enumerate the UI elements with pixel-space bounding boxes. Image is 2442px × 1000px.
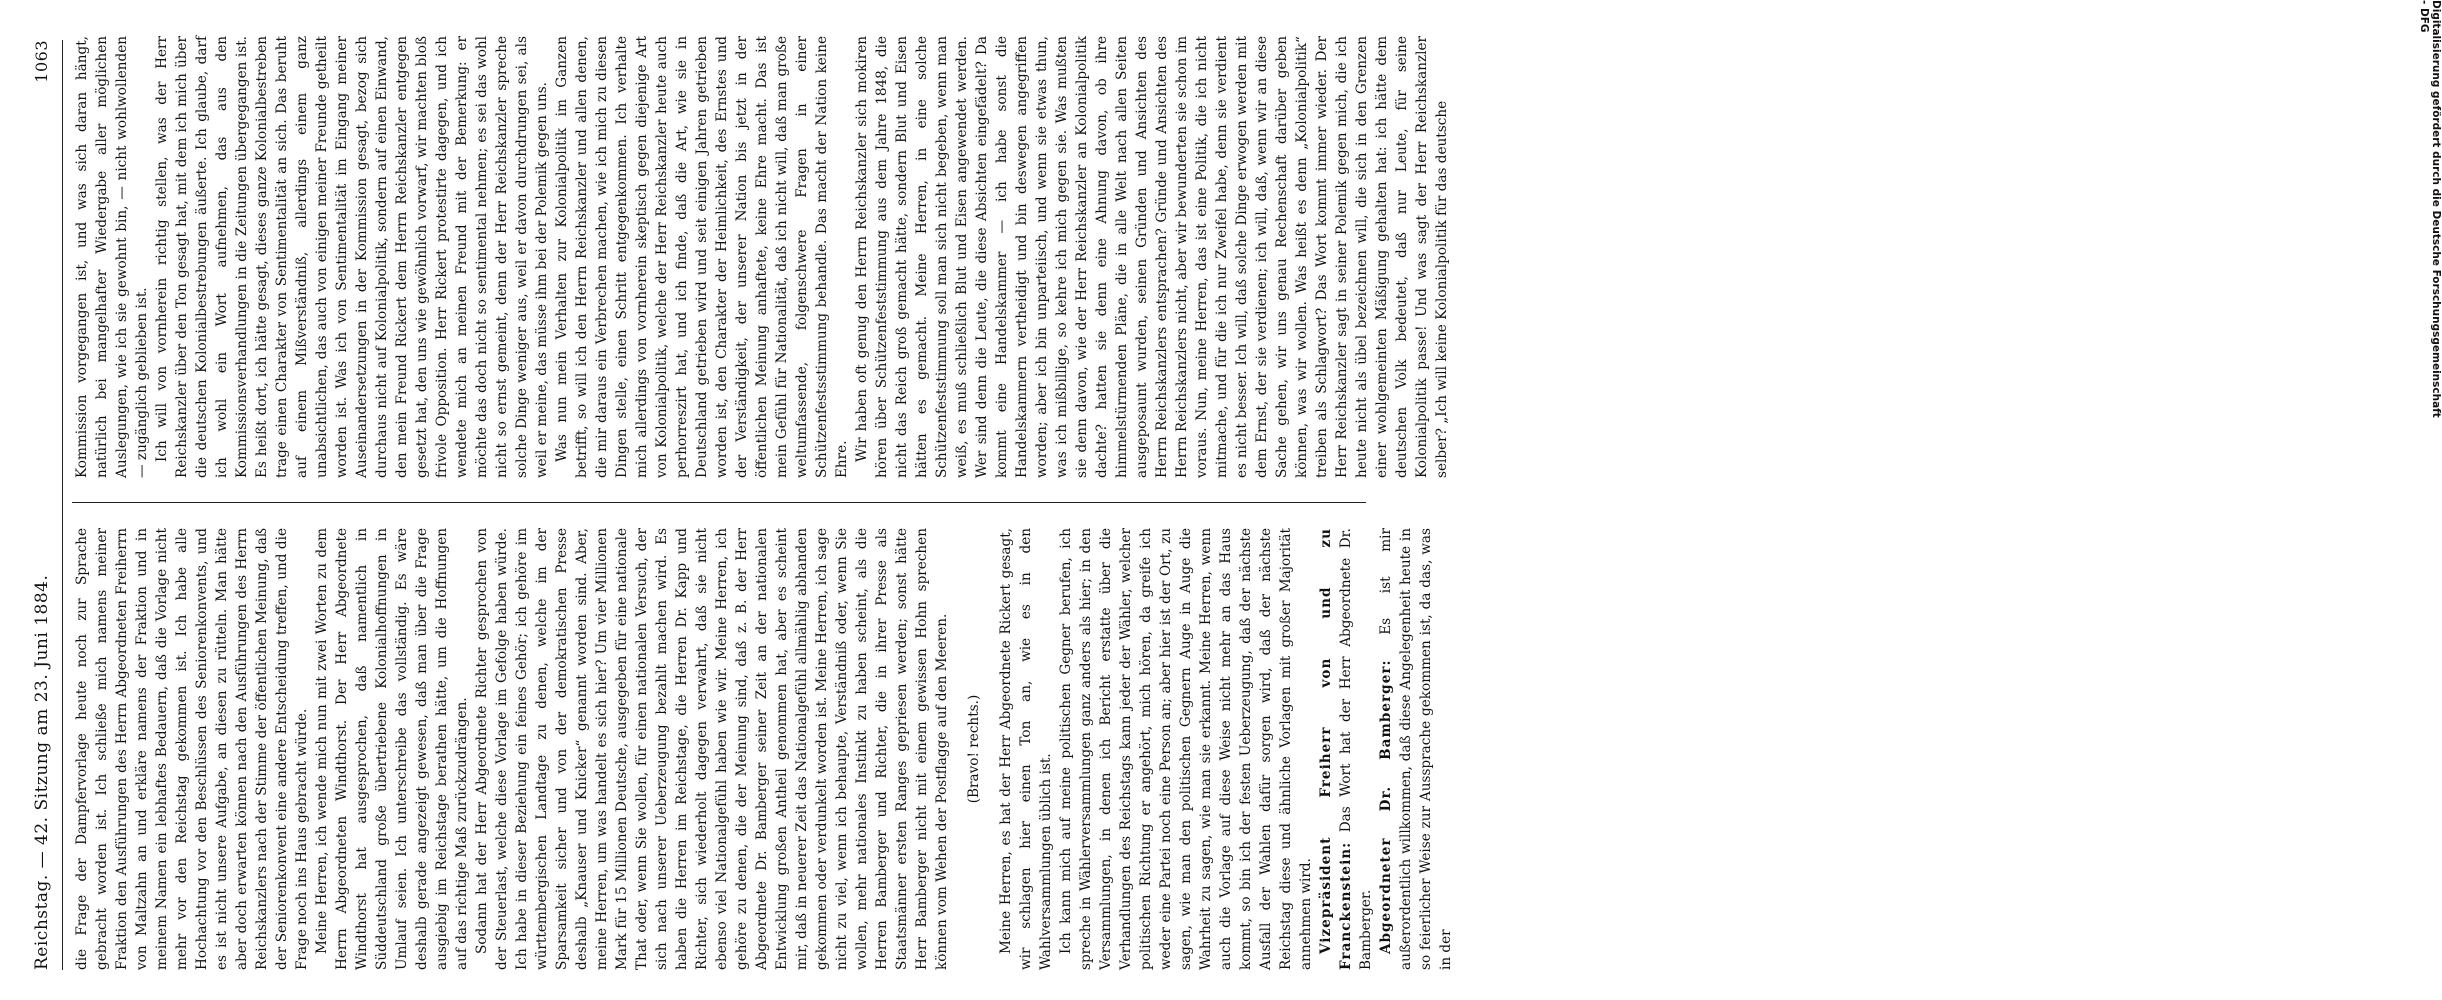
speech-text: Es ist mir außerordentlich willkommen, daß diese Angelegenheit heute in so feierlicher Weise zur Aussprache gekommen ist, da das, was in der <box>1378 527 1454 970</box>
header-rule <box>62 40 63 970</box>
running-title: Reichstag. — 42. Sitzung am 23. Juni 1884. <box>32 574 52 970</box>
paragraph: Was nun mein Verhalten zur Kolonialpolitik im Ganzen betrifft, so will ich den Herrn Reichskanzler und allen denen, die mir daraus ein Verbrechen machen, wie ich mich zu diesen Dingen stelle, einen Schritt entgegenkommen. Ich verhalte mich allerdings von vornherein skeptisch gegen diejenige Art von Kolonialpolitik, welche der Herr Reichskanzler heute auch perhorreszirt hat, und ich finde, daß die Art, wie sie in Deutschland getrieben wird und seit einigen Jahren getrieben worden ist, den Charakter der Heimlichkeit, des Ernstes und der Verständigkeit, der unserer Nation bis jetzt in der öffentlichen Meinung anhaftete, keine Ehre macht. Das ist mein Gefühl für Nationalität, daß ich nicht will, daß man große weltumfassende, folgenschwere Fragen in einer Schützenfestsstimmung behandle. Das macht der Nation keine Ehre. <box>554 36 850 478</box>
paragraph: Wir haben oft genug den Herrn Reichskanzler sich mokiren hören über Schützenfeststimmung aus dem Jahre 1848, die nicht das Reich groß gemacht hätte, sondern Blut und Eisen hätten es gemacht. Meine Herren, in eine solche Schützenfeststimmung soll man sich nicht begeben, wenn man weiß, es muß schließlich Blut und Eisen angewendet werden. Wer sind denn die Leute, die diese Absichten eingefädelt? Da kommt eine Handelskammer — ich habe sonst die Handelskammern vertheidigt und bin deswegen angegriffen worden; aber ich bin unparteiisch, und wenn sie etwas thun, was ich mißbillige, so kehre ich mich gegen sie. Was mußten sie denn davon, wie der Herr Reichskanzler an Kolonialpolitik dachte? hatten sie denn eine Ahnung davon, ob ihre himmelstürmenden Pläne, die in alle Welt nach allen Seiten ausgeposaunt wurden, seinen Gründen und Ansichten des Herrn Reichskanzlers entsprachen? Gründe und Ansichten des Herrn Reichskanzlers nicht, aber wir bewunderten sie schon im voraus. Nun, meine Herren, das ist eine Politik, die ich nicht mitmache, und für die ich nur Zweifel habe, denn sie verdient es nicht besser. Ich will, daß solche Dinge erwogen werden mit dem Ernst, der sie verdienen; ich will, daß, wenn wir an diese Sache gehen, wir uns genau Rechenschaft darüber geben können, was wir wollen. Was heißt es denn „Kolonialpolitik“ treiben als Schlagwort? Das Wort kommt immer wieder. Der Herr Reichskanzler sagt in seiner Polemik gegen mich, die ich heute nicht als übel bezeichnen will, die sich in den Grenzen einer wohlgemeinten Mäßigung gehalten hat: ich hätte dem deutschen Volk bedeutet, daß nur Leute, für seine Kolonialpolitik passe! Und was sagt der Herr Reichskanzler selber? „Ich will keine Kolonialpolitik für das deutsche <box>854 36 1450 478</box>
paragraph: Ich kann mich auf meine politischen Gegner berufen, ich spreche in Wählerversammlungen ganz anders als hier; in den Versammlungen, in denen ich Bericht erstatte über die Verhandlungen des Reichstags kann jeder der Wähler, welcher politischen Richtung er angehört, mich hören, da greife ich weder eine Partei noch eine Person an; aber hier ist der Ort, zu sagen, wie man den politischen Gegnern Auge in Auge die Wahrheit zu sagen, wie man sie erkannt. Meine Herren, wenn auch die Vorlage auf diese Weise nicht mehr an das Haus kommt, so bin ich der festen Ueberzeugung, daß der nächste Ausfall der Wahlen dafür sorgen wird, daß der nächste Reichstag diese und ähnliche Vorlagen mit großer Majorität annehmen wird. <box>1058 528 1314 970</box>
speaker-name: Abgeordneter Dr. Bamberger: <box>1378 659 1394 954</box>
paragraph: Meine Herren, es hat der Herr Abgeordnete Rickert gesagt, wir schlagen hier einen Ton an, wie es in den Wahlversammlungen üblich ist. <box>998 528 1054 970</box>
paragraph: Meine Herren, ich wende mich nun mit zwei Worten zu dem Herrn Abgeordneten Windthorst. Der Herr Abgeordnete Windthorst hat ausgesprochen, daß namentlich in Süddeutschland große übertriebene Kolonialhoffnungen in Umlauf seien. Ich unterschreibe das vollständig. Es wäre deshalb gerade angezeigt gewesen, daß man über die Frage ausgiebig im Reichstage berathen hätte, um die Hoffnungen auf das richtige Maß zurückzudrängen. <box>314 528 470 970</box>
page-header <box>30 40 58 970</box>
applause-note: (Bravo! rechts.) <box>966 694 982 804</box>
paragraph: Kommission vorgegangen ist, und was sich daran hängt, natürlich bei mangelhafter Wiedergabe aller möglichen Auslegungen, wie ich sie gewohnt bin, — nicht wohlwollenden — zugänglich geblieben ist. <box>74 36 150 478</box>
column-divider <box>72 502 1366 503</box>
paragraph <box>1376 528 1456 970</box>
paragraph: Ich will von vornherein richtig stellen, was der Herr Reichskanzler über den Ton gesagt hat, mit dem ich mich über die deutschen Kolonialbestrebungen äußerte. Ich glaube, darf ich wohl ein Wort aufnehmen, das aus den Kommissionsverhandlungen in die Zeitungen übergegangen ist. Es heißt dort, ich hätte gesagt, dieses ganze Kolonialbestreben trage einen Charakter von Sentimentalität an sich. Das beruht auf einem Mißverständniß, allerdings einem ganz unabsichtlichen, das auch von einigen meiner Freunde getheilt worden ist. Was ich von Sentimentalität im Eingang meiner Auseinandersetzungen in der Kommission gesagt, bezog sich durchaus nicht auf Kolonialpolitik, sondern auf einen Einwand, den mein Freund Rickert dem Herrn Reichskanzler entgegen gesetzt hat, den uns wie gewöhnlich vorwarf, wir machten bloß frivole Opposition. Herr Rickert protestirte dagegen, und ich wendete mich an meinen Freund mit der Bemerkung: er möchte das doch nicht so sentimental nehmen; es sei das wohl nicht so ernst gemeint, denn der Herr Reichskanzler spreche solche Dinge weniger aus, weil er davon durchdrungen sei, als weil er meine, das müsse ihm bei der Polemik gegen uns. <box>154 36 550 478</box>
digitization-credit: Digitalisierung gefördert durch die Deutsche Forschungsgemeinschaft - DFG <box>2418 0 2442 418</box>
paragraph: Sodann hat der Herr Abgeordnete Richter gesprochen von der Steuerlast, welche diese Vorlage im Gefolge haben würde. Ich habe in dieser Beziehung ein feines Gehör; ich gehöre im württembergischen Landtage zu denen, welche im der Sparsamkeit sicher und von der demokratischen Presse deshalb „Knauser und Knicker“ genannt worden sind. Aber, meine Herren, um was handelt es sich hier? Um vier Millionen Mark für 15 Millionen Deutsche, ausgegeben für eine nationale That oder, wenn Sie wollen, für einen nationalen Versuch, der sich nach unserer Ueberzeugung bezahlt machen wird. Es haben die Herren im Reichstage, die Herren Dr. Kapp und Richter, sich wiederholt dagegen verwahrt, daß sie nicht ebenso viel Nationalgefühl haben wie wir. Meine Herren, ich gehöre zu denen, die der Meinung sind, daß z. B. der Herr Abgeordnete Dr. Bamberger seiner Zeit an der nationalen Entwicklung großen Antheil genommen hat, aber es scheint mir, daß in neuerer Zeit das Nationalgefühl allmählig abhanden gekommen oder verdunkelt worden ist. Meine Herren, ich sage nicht zu viel, wenn ich behaupte, Verständniß oder, wenn Sie wollen, mehr nationales Instinkt zu haben scheint, als die Herren Bamberger und Richter, die in ihrer Presse als Staatsmänner ersten Ranges gepriesen werden; sonst hätte Herr Bamberger nicht mit einem gewissen Hohn sprechen können vom Wehen der Postflagge auf den Meeren. <box>474 528 950 970</box>
paragraph: die Frage der Dampfervorlage heute noch zur Sprache gebracht worden ist. Ich schließe mich namens meiner Fraktion den Ausführungen des Herrn Abgeordneten Freiherrn von Maltzahn an und erkläre namens der Fraktion und in meinem Namen ein lebhaftes Bedauern, daß die Vorlage nicht mehr vor den Reichstag gekommen ist. Ich habe alle Hochachtung vor den Beschlüssen des Seniorenkonvents, und es ist nicht unsere Aufgabe, an diesen zu rütteln. Man hätte aber doch erwarten können nach den Ausführungen des Herrn Reichskanzlers nach der Stimme der öffentlichen Meinung, daß der Seniorenkonvent eine andere Entscheidung treffen, und die Frage noch ins Haus gebracht würde. <box>74 528 310 970</box>
page-number: 1063 <box>32 40 51 83</box>
paragraph <box>1316 528 1376 970</box>
speaker-name: Vizepräsident Freiherr von und zu Franckenstein: <box>1318 528 1354 970</box>
left-column <box>72 527 1454 970</box>
right-column <box>72 36 1450 478</box>
speech-text: Das Wort hat der Herr Abgeordnete Dr. Bamberger. <box>1338 528 1374 970</box>
